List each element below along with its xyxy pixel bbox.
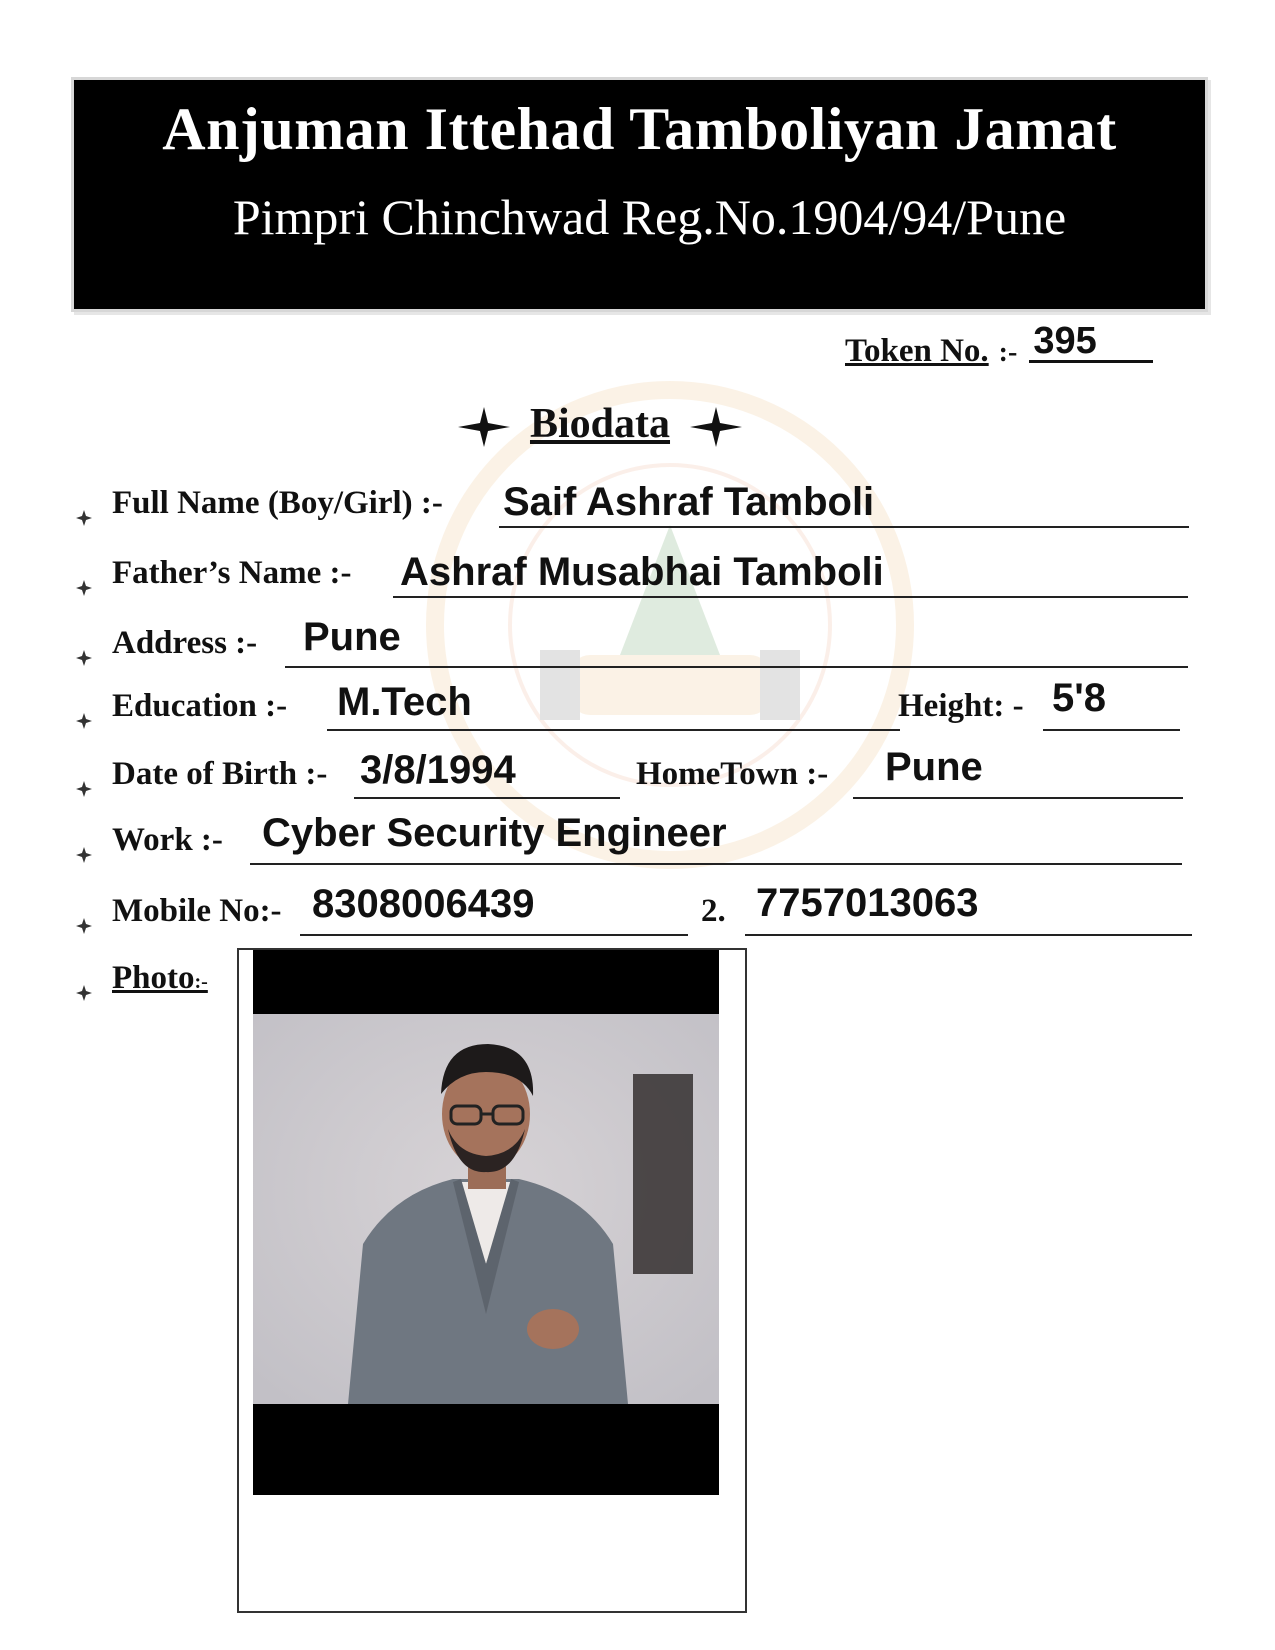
photo-label-text: Photo — [112, 960, 195, 996]
height-value: 5'8 — [1052, 676, 1107, 720]
father-name-label: Father’s Name :- — [112, 555, 352, 591]
address-line — [285, 626, 1188, 668]
photo-label — [112, 960, 208, 997]
four-point-star-icon — [690, 407, 742, 447]
hometown-value: Pune — [885, 745, 983, 789]
education-label: Education :- — [112, 688, 288, 724]
diamond-bullet-icon — [76, 498, 92, 514]
diamond-bullet-icon — [76, 638, 92, 654]
height-label: Height: - — [898, 688, 1024, 724]
diamond-bullet-icon — [76, 835, 92, 851]
address-label: Address :- — [112, 625, 258, 661]
organization-name: Anjuman Ittehad Tamboliyan Jamat — [162, 96, 1117, 162]
father-name-value: Ashraf Musabhai Tamboli — [400, 550, 884, 594]
diamond-bullet-icon — [76, 973, 92, 989]
mobile-value-2: 7757013063 — [756, 881, 979, 925]
diamond-bullet-icon — [76, 701, 92, 717]
mobile-value-1: 8308006439 — [312, 882, 535, 926]
token-label: Token No. — [845, 333, 989, 369]
organization-subtitle: Pimpri Chinchwad Reg.No.1904/94/Pune — [232, 189, 1067, 245]
diamond-bullet-icon — [76, 769, 92, 785]
hometown-label: HomeTown :- — [636, 756, 829, 792]
mobile-second-label: 2. — [701, 893, 726, 929]
token-number — [845, 322, 1153, 370]
token-separator: :- — [998, 337, 1018, 368]
work-label: Work :- — [112, 822, 223, 858]
header-banner — [71, 77, 1208, 312]
dob-value: 3/8/1994 — [360, 748, 516, 792]
biodata-heading: Biodata — [529, 401, 671, 447]
photo-label-suffix: :- — [194, 971, 208, 993]
four-point-star-icon — [458, 407, 510, 447]
education-value: M.Tech — [337, 680, 472, 724]
diamond-bullet-icon — [76, 906, 92, 922]
mobile-label: Mobile No:- — [112, 893, 282, 929]
full-name-label: Full Name (Boy/Girl) :- — [112, 485, 443, 521]
watermark-seal-icon — [420, 375, 920, 875]
address-value: Pune — [303, 615, 401, 659]
biodata-title — [0, 400, 1275, 448]
photo-frame — [237, 948, 747, 1613]
full-name-value: Saif Ashraf Tamboli — [503, 480, 875, 524]
dob-label: Date of Birth :- — [112, 756, 328, 792]
person-photo-image — [253, 1014, 719, 1404]
work-value: Cyber Security Engineer — [262, 811, 727, 855]
diamond-bullet-icon — [76, 568, 92, 584]
profile-photo — [253, 950, 719, 1495]
token-value: 395 — [1029, 322, 1153, 363]
